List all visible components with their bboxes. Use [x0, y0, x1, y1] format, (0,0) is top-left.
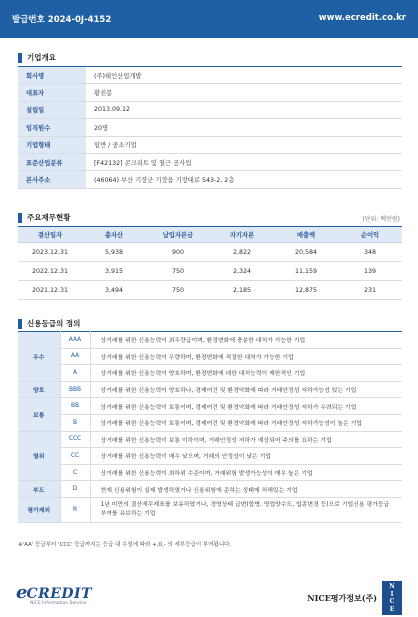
issue-number: 발급번호 2024-0J-4152 — [12, 15, 112, 25]
financial-column-header: 순이익 — [338, 227, 402, 243]
grade-row — [18, 481, 402, 498]
financial-cell: 3,915 — [82, 262, 146, 281]
nice-company-name: NICE평가정보(주) — [307, 592, 377, 603]
grade-code: AAA — [60, 332, 90, 349]
financial-cell: 11,159 — [274, 262, 338, 281]
financial-cell: 348 — [338, 243, 402, 262]
company-overview-table — [18, 66, 402, 189]
company-field-value: 20명 — [86, 119, 402, 136]
ecredit-tagline: NICE Information Service — [30, 601, 87, 606]
company-field-value: 일반 / 중소기업 — [86, 136, 402, 153]
financial-cell: 750 — [146, 281, 210, 300]
financial-cell: 2022.12.31 — [18, 262, 82, 281]
grade-row — [18, 464, 402, 481]
grade-code: CC — [60, 448, 90, 465]
financial-cell: 2023.12.31 — [18, 243, 82, 262]
nice-letter: I — [390, 590, 394, 598]
ecredit-logo-text: CREDIT — [26, 586, 93, 602]
grade-group-label: 부도 — [18, 481, 60, 498]
financial-cell: 2,324 — [210, 262, 274, 281]
financial-cell: 5,938 — [82, 243, 146, 262]
financial-cell: 231 — [338, 281, 402, 300]
nice-letter: E — [389, 605, 395, 613]
grade-code: AA — [60, 348, 90, 365]
financial-cell: 3,494 — [82, 281, 146, 300]
company-section-title: 기업개요 — [27, 53, 56, 62]
financial-column-header: 납입자본금 — [146, 227, 210, 243]
grade-code: CCC — [60, 431, 90, 448]
grade-code: C — [60, 464, 90, 481]
financial-column-header: 결산일자 — [18, 227, 82, 243]
grade-code: BB — [60, 398, 90, 415]
company-field-label: 기업형태 — [18, 136, 86, 153]
company-field-value: 2013.09.12 — [86, 101, 402, 118]
section-marker-icon — [18, 319, 22, 329]
company-field-value: (주)태인산업개발 — [86, 67, 402, 84]
company-section-heading — [18, 52, 56, 63]
grade-definition: 상거래를 위한 신용능력이 최우량급이며, 환경변화에 충분한 대처가 가능한 기업 — [90, 332, 402, 349]
company-field-label: 표준산업분류 — [18, 153, 86, 170]
financial-row — [18, 243, 402, 262]
grade-definition: 상거래를 위한 신용능력이 매우 낮으며, 거래의 안정성이 낮은 기업 — [90, 448, 402, 465]
grade-definition-table — [18, 331, 402, 523]
company-row — [18, 67, 402, 84]
section-marker-icon — [18, 53, 22, 63]
grade-group-label: 열위 — [18, 431, 60, 481]
grade-definition: 상거래를 위한 신용능력이 보통이며, 경제여건 및 환경악화에 따라 거래안정성 저하가능성이 높은 기업 — [90, 414, 402, 431]
company-field-value: 황진봉 — [86, 84, 402, 101]
section-marker-icon — [18, 213, 22, 223]
company-row — [18, 153, 402, 170]
grade-footnote: ※'AA' 등급부터 'CCC' 등급까지는 등급 내 우열에 따라 +,0,- 의 세부등급이 부여됩니다. — [18, 542, 232, 548]
grade-definition: 1년 미만의 결산재무제표를 보유하였거나, 경영상태 급변(합병, 영업양수도, 업종변경 등)으로 기업신용 평가등급 부여를 유보하는 기업 — [90, 497, 402, 522]
grade-definition: 상거래를 위한 신용능력이 보통이며, 경제여건 및 환경악화에 따라 거래안정성 저하가 우려되는 기업 — [90, 398, 402, 415]
grade-row — [18, 365, 402, 382]
grade-definition: 상거래를 위한 신용능력이 양호하나, 경제여건 및 환경악화에 따라 거래안정성 저하가능성 있는 기업 — [90, 381, 402, 398]
grade-definition: 현재 신용위험이 실제 발생하였거나 신용위험에 준하는 상태에 처해있는 기업 — [90, 481, 402, 498]
grade-definition: 상거래를 위한 신용능력이 양호하며, 환경변화에 대한 대처능력이 제한적인 기업 — [90, 365, 402, 382]
financial-cell: 12,875 — [274, 281, 338, 300]
grade-code: A — [60, 365, 90, 382]
company-row — [18, 171, 402, 188]
grade-definition: 상거래를 위한 신용능력이 보통 이하이며, 거래안정성 저하가 예상되어 주의를 요하는 기업 — [90, 431, 402, 448]
site-url-link[interactable]: www.ecredit.co.kr — [318, 13, 406, 23]
ecredit-logo-e: e — [16, 582, 27, 603]
grade-code: BBB — [60, 381, 90, 398]
grade-row — [18, 348, 402, 365]
nice-logo-box — [382, 581, 402, 615]
company-row — [18, 101, 402, 118]
company-row — [18, 136, 402, 153]
financial-table — [18, 226, 402, 300]
nice-letter: C — [389, 598, 395, 605]
financial-row — [18, 262, 402, 281]
grade-row — [18, 332, 402, 349]
nice-logo — [307, 581, 402, 615]
financial-cell: 2021.12.31 — [18, 281, 82, 300]
company-field-value: [F42132] 콘크리트 및 철근 공사업 — [86, 153, 402, 170]
unit-note: (단위: 백만원) — [362, 216, 400, 223]
finance-section-title: 주요재무현황 — [27, 213, 71, 222]
grade-definition: 상거래를 위한 신용능력이 최하위 수준이며, 거래위험 발생가능성이 매우 높은 기업 — [90, 464, 402, 481]
grade-code: D — [60, 481, 90, 498]
grade-section-title: 신용등급의 정의 — [27, 319, 81, 328]
grade-row — [18, 431, 402, 448]
grade-row — [18, 448, 402, 465]
company-field-label: 본사주소 — [18, 171, 86, 188]
financial-cell: 20,584 — [274, 243, 338, 262]
grade-group-label: 평가제외 — [18, 497, 60, 522]
grade-group-label: 양호 — [18, 381, 60, 398]
company-field-label: 대표자 — [18, 84, 86, 101]
financial-cell: 750 — [146, 262, 210, 281]
company-field-label: 회사명 — [18, 67, 86, 84]
financial-header-row — [18, 227, 402, 243]
grade-code: B — [60, 414, 90, 431]
grade-row — [18, 398, 402, 415]
grade-row — [18, 381, 402, 398]
financial-cell: 2,185 — [210, 281, 274, 300]
financial-column-header: 자기자본 — [210, 227, 274, 243]
company-field-label: 임직원수 — [18, 119, 86, 136]
financial-cell: 900 — [146, 243, 210, 262]
grade-section-heading — [18, 318, 80, 329]
company-row — [18, 84, 402, 101]
company-field-label: 설립일 — [18, 101, 86, 118]
company-row — [18, 119, 402, 136]
financial-cell: 139 — [338, 262, 402, 281]
finance-section-heading — [18, 212, 70, 223]
company-field-value: (46064) 부산 기장군 기장읍 기장대로 543-2, 2층 — [86, 171, 402, 188]
grade-definition: 상거래를 위한 신용능력이 우량하며, 환경변화에 적절한 대처가 가능한 기업 — [90, 348, 402, 365]
nice-letter: N — [389, 583, 395, 590]
financial-row — [18, 281, 402, 300]
grade-code: R — [60, 497, 90, 522]
grade-row — [18, 497, 402, 522]
header-bar — [0, 0, 418, 38]
grade-group-label: 보통 — [18, 398, 60, 431]
financial-cell: 2,822 — [210, 243, 274, 262]
financial-column-header: 총자산 — [82, 227, 146, 243]
ecredit-logo — [16, 582, 92, 606]
financial-column-header: 매출액 — [274, 227, 338, 243]
grade-group-label: 우수 — [18, 332, 60, 382]
grade-row — [18, 414, 402, 431]
